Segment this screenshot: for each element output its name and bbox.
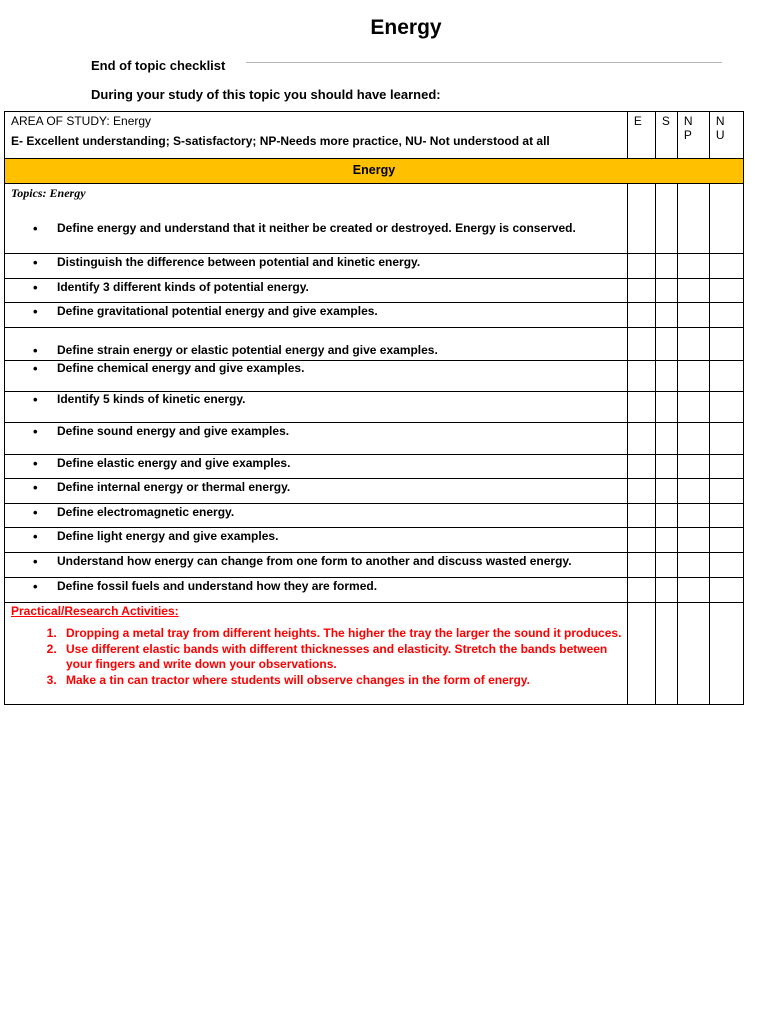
rating-np-cell[interactable] bbox=[677, 361, 709, 392]
rating-np-cell[interactable] bbox=[677, 423, 709, 455]
rating-nu-cell[interactable] bbox=[709, 455, 743, 479]
list-item: • Define electromagnetic energy. bbox=[5, 505, 627, 519]
table-row bbox=[5, 578, 744, 603]
rating-s-cell[interactable] bbox=[655, 455, 677, 479]
topic-cell bbox=[5, 184, 628, 254]
column-e-header: E bbox=[627, 112, 655, 159]
list-item: • Identify 3 different kinds of potential energy. bbox=[5, 280, 627, 294]
list-item: • Define fossil fuels and understand how they are formed. bbox=[5, 579, 627, 593]
rating-s-cell[interactable] bbox=[655, 423, 677, 455]
rating-e-cell[interactable] bbox=[627, 455, 655, 479]
rating-nu-cell[interactable] bbox=[709, 423, 743, 455]
rating-nu-cell[interactable] bbox=[709, 254, 743, 279]
rating-s-cell[interactable] bbox=[655, 184, 677, 254]
rating-e-cell[interactable] bbox=[627, 603, 655, 705]
column-s-header: S bbox=[655, 112, 677, 159]
list-item: • Identify 5 kinds of kinetic energy. bbox=[5, 392, 627, 406]
rating-np-cell[interactable] bbox=[677, 392, 709, 423]
list-item: • Understand how energy can change from one form to another and discuss wasted energy. bbox=[5, 554, 627, 568]
rating-nu-cell[interactable] bbox=[709, 392, 743, 423]
list-item: • Define strain energy or elastic potential energy and give examples. bbox=[5, 343, 627, 357]
rating-e-cell[interactable] bbox=[627, 504, 655, 528]
activity-item: 1. Dropping a metal tray from different heights. The higher the tray the larger the sound it produces. bbox=[60, 626, 627, 642]
column-nu-line2: U bbox=[715, 128, 725, 142]
rating-s-cell[interactable] bbox=[655, 254, 677, 279]
rating-nu-cell[interactable] bbox=[709, 184, 743, 254]
list-item: • Define elastic energy and give examples. bbox=[5, 456, 627, 470]
rating-s-cell[interactable] bbox=[655, 528, 677, 553]
rating-s-cell[interactable] bbox=[655, 553, 677, 578]
list-item: • Define gravitational potential energy and give examples. bbox=[5, 304, 627, 318]
area-of-study-cell bbox=[5, 112, 628, 159]
table-row bbox=[5, 528, 744, 553]
rating-s-cell[interactable] bbox=[655, 361, 677, 392]
rating-s-cell[interactable] bbox=[655, 578, 677, 603]
rating-e-cell[interactable] bbox=[627, 553, 655, 578]
rating-s-cell[interactable] bbox=[655, 504, 677, 528]
column-np-line2: P bbox=[683, 128, 692, 142]
rating-e-cell[interactable] bbox=[627, 528, 655, 553]
table-row bbox=[5, 184, 744, 254]
rating-np-cell[interactable] bbox=[677, 303, 709, 328]
rating-np-cell[interactable] bbox=[677, 455, 709, 479]
intro-text: During your study of this topic you should have learned: bbox=[91, 87, 441, 102]
rating-s-cell[interactable] bbox=[655, 603, 677, 705]
topics-label: Topics: Energy bbox=[11, 186, 86, 200]
rating-key: E- Excellent understanding; S-satisfactory; NP-Needs more practice, NU- Not understood at all bbox=[11, 134, 550, 148]
rating-e-cell[interactable] bbox=[627, 423, 655, 455]
list-item: • Define internal energy or thermal energy. bbox=[5, 480, 627, 494]
table-row bbox=[5, 279, 744, 303]
column-nu-line1: N bbox=[715, 114, 725, 128]
rating-nu-cell[interactable] bbox=[709, 553, 743, 578]
rating-e-cell[interactable] bbox=[627, 479, 655, 504]
rating-nu-cell[interactable] bbox=[709, 361, 743, 392]
rating-np-cell[interactable] bbox=[677, 553, 709, 578]
table-row bbox=[5, 328, 744, 361]
table-row bbox=[5, 455, 744, 479]
rating-np-cell[interactable] bbox=[677, 254, 709, 279]
rating-s-cell[interactable] bbox=[655, 392, 677, 423]
rating-s-cell[interactable] bbox=[655, 328, 677, 361]
table-row bbox=[5, 392, 744, 423]
rating-np-cell[interactable] bbox=[677, 479, 709, 504]
rating-np-cell[interactable] bbox=[677, 279, 709, 303]
rating-nu-cell[interactable] bbox=[709, 479, 743, 504]
rating-np-cell[interactable] bbox=[677, 328, 709, 361]
activity-list bbox=[11, 626, 627, 688]
list-item: • Define light energy and give examples. bbox=[5, 529, 627, 543]
list-item: • Define sound energy and give examples. bbox=[5, 424, 627, 438]
rating-e-cell[interactable] bbox=[627, 279, 655, 303]
table-row bbox=[5, 303, 744, 328]
table-row bbox=[5, 504, 744, 528]
practical-cell bbox=[5, 603, 628, 705]
rating-np-cell[interactable] bbox=[677, 528, 709, 553]
column-np-line1: N bbox=[683, 114, 693, 128]
table-row bbox=[5, 553, 744, 578]
rating-e-cell[interactable] bbox=[627, 303, 655, 328]
rating-e-cell[interactable] bbox=[627, 254, 655, 279]
header-divider bbox=[246, 62, 722, 63]
rating-s-cell[interactable] bbox=[655, 479, 677, 504]
rating-nu-cell[interactable] bbox=[709, 603, 743, 705]
table-row bbox=[5, 423, 744, 455]
rating-e-cell[interactable] bbox=[627, 184, 655, 254]
rating-nu-cell[interactable] bbox=[709, 303, 743, 328]
list-item: • Define energy and understand that it neither be created or destroyed. Energy is conserved. bbox=[5, 221, 627, 235]
column-np-header bbox=[677, 112, 709, 159]
rating-s-cell[interactable] bbox=[655, 279, 677, 303]
section-title: Energy bbox=[5, 159, 744, 184]
section-row bbox=[5, 159, 744, 184]
practical-row bbox=[5, 603, 744, 705]
column-nu-header bbox=[709, 112, 743, 159]
list-item: • Distinguish the difference between potential and kinetic energy. bbox=[5, 255, 627, 269]
rating-nu-cell[interactable] bbox=[709, 504, 743, 528]
rating-e-cell[interactable] bbox=[627, 578, 655, 603]
rating-nu-cell[interactable] bbox=[709, 328, 743, 361]
header-row bbox=[5, 112, 744, 159]
rating-nu-cell[interactable] bbox=[709, 578, 743, 603]
rating-e-cell[interactable] bbox=[627, 392, 655, 423]
rating-e-cell[interactable] bbox=[627, 361, 655, 392]
activity-item: 3. Make a tin can tractor where students will observe changes in the form of energy. bbox=[60, 673, 627, 689]
rating-nu-cell[interactable] bbox=[709, 528, 743, 553]
rating-np-cell[interactable] bbox=[677, 184, 709, 254]
page-title: Energy bbox=[370, 16, 442, 39]
checklist-table bbox=[4, 111, 744, 705]
table-row bbox=[5, 254, 744, 279]
area-of-study: AREA OF STUDY: Energy bbox=[11, 114, 152, 128]
practical-title: Practical/Research Activities: bbox=[11, 604, 179, 618]
rating-np-cell[interactable] bbox=[677, 603, 709, 705]
table-row bbox=[5, 479, 744, 504]
rating-np-cell[interactable] bbox=[677, 578, 709, 603]
checklist-subtitle: End of topic checklist bbox=[91, 58, 226, 73]
rating-np-cell[interactable] bbox=[677, 504, 709, 528]
rating-nu-cell[interactable] bbox=[709, 279, 743, 303]
rating-e-cell[interactable] bbox=[627, 328, 655, 361]
table-row bbox=[5, 361, 744, 392]
rating-s-cell[interactable] bbox=[655, 303, 677, 328]
list-item: • Define chemical energy and give examples. bbox=[5, 361, 627, 375]
activity-item: 2. Use different elastic bands with different thicknesses and elasticity. Stretch the bands between your fingers and write down your observations. bbox=[60, 642, 627, 673]
